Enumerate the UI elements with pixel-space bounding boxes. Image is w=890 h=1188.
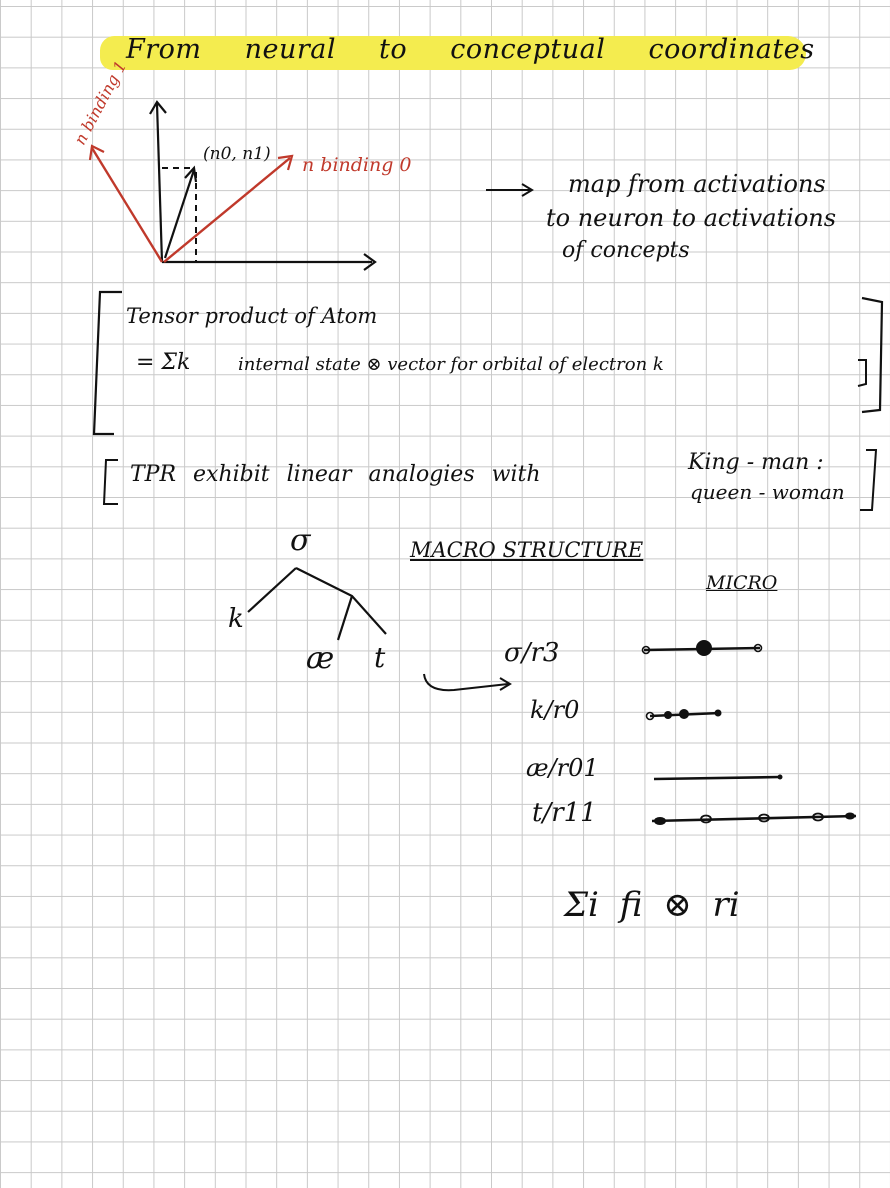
role-label-2: k/r0 xyxy=(530,696,580,724)
micro-vector-2 xyxy=(647,709,722,720)
tpr-text: TPR exhibit linear analogies with xyxy=(130,462,541,487)
macro-heading: MACRO STRUCTURE xyxy=(410,538,644,562)
map-note-line2: to neuron to activations xyxy=(546,204,837,232)
binding-1-label: n binding 1 xyxy=(70,57,131,148)
map-note-line3: of concepts xyxy=(562,238,690,263)
tensor-line2-rest: internal state ⊗ vector for orbital of electron k xyxy=(238,354,664,375)
micro-vector-4 xyxy=(652,813,856,826)
analogy-line1: King - man : xyxy=(688,450,824,475)
tensor-line2-prefix: = Σk xyxy=(136,350,191,375)
micro-vector-1 xyxy=(643,640,762,656)
map-note-line1: map from activations xyxy=(568,170,826,198)
binding-0-label: n binding 0 xyxy=(302,154,412,176)
tree-leaf-k: k xyxy=(228,604,244,634)
role-label-3: æ/r01 xyxy=(526,754,599,782)
analogy-line2: queen - woman xyxy=(690,480,845,504)
tree-root: σ xyxy=(290,523,311,558)
micro-heading: MICRO xyxy=(706,572,778,594)
tree-leaf-t: t xyxy=(374,641,386,674)
role-label-4: t/r11 xyxy=(532,798,597,828)
micro-vector-3 xyxy=(654,775,783,780)
point-label: (n0, n1) xyxy=(203,144,271,164)
formula: Σi fi ⊗ ri xyxy=(564,885,740,925)
tree-leaf-ae: æ xyxy=(306,641,335,676)
page-title: From neural to conceptual coordinates xyxy=(126,34,815,65)
tensor-line1: Tensor product of Atom xyxy=(126,304,378,328)
role-label-1: σ/r3 xyxy=(504,638,560,668)
